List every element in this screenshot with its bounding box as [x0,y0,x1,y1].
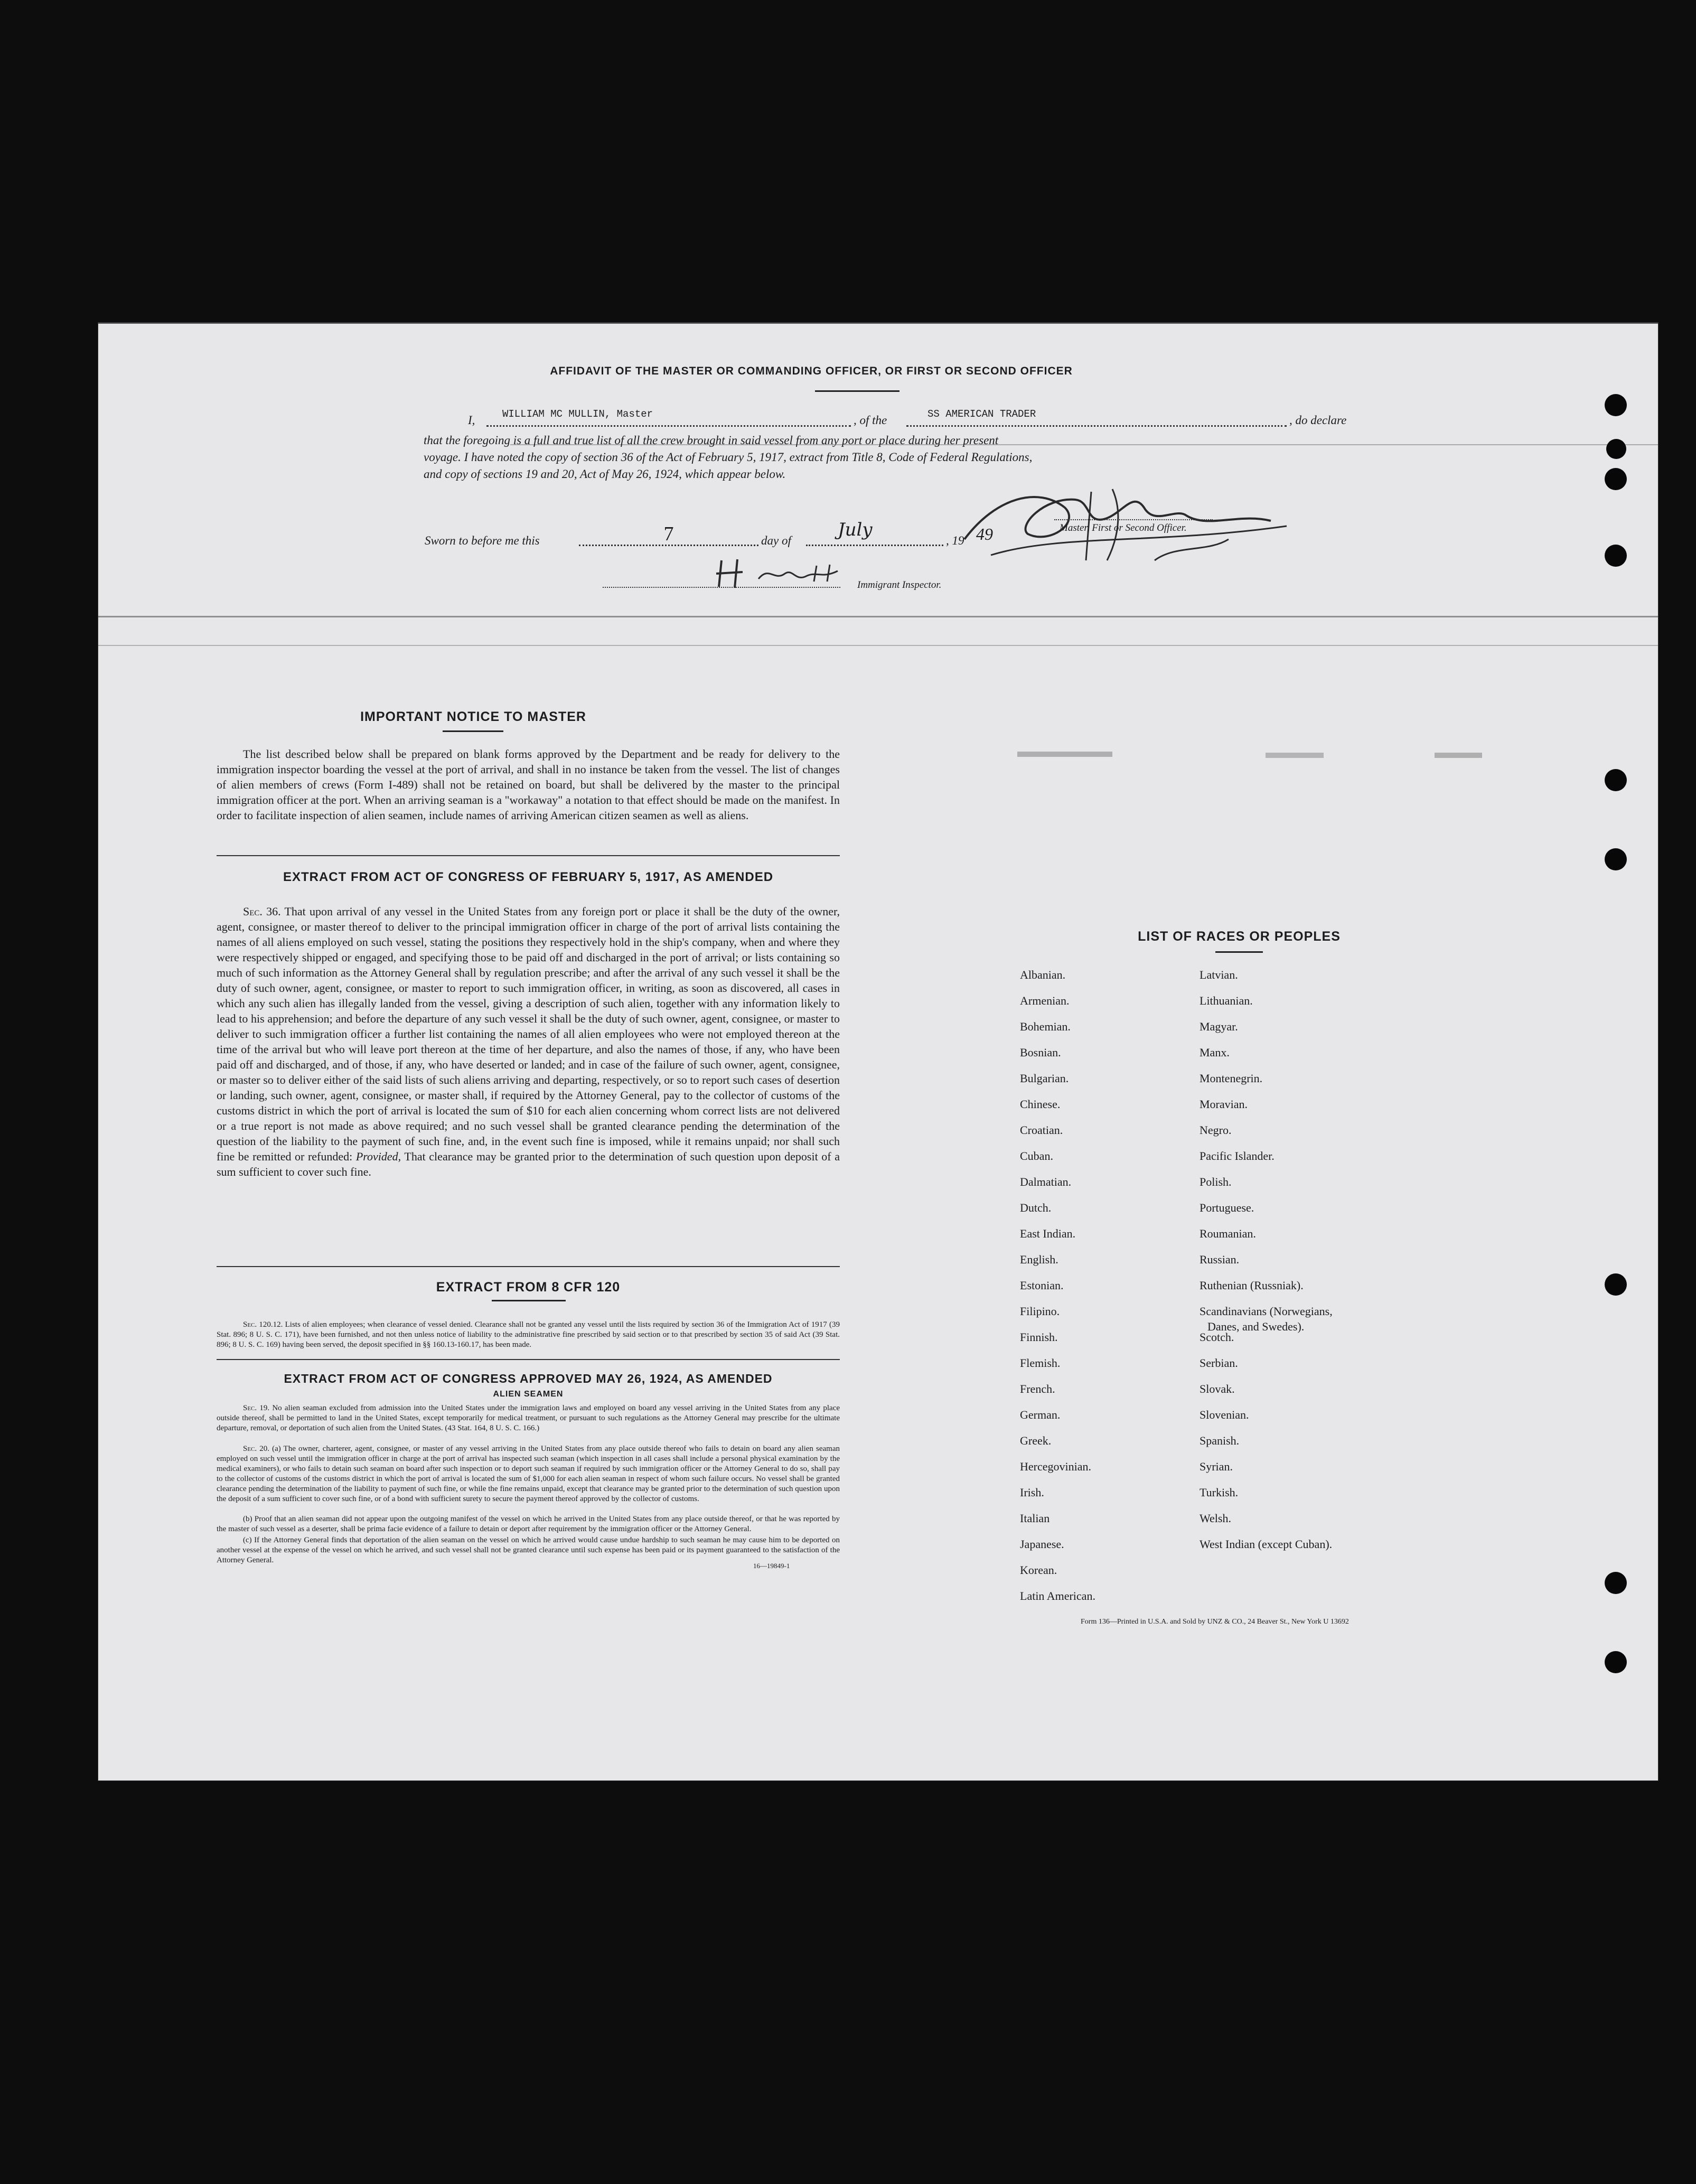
year-suffix: 49 [976,524,993,543]
race-item-right: Danes, and Swedes). [1207,1320,1305,1333]
cfr-bottom-rule [217,1359,840,1360]
race-item-right: Slovak. [1200,1382,1235,1395]
punch-hole [1605,1273,1627,1296]
sworn-day-value: 7 [663,523,674,545]
race-item-left: French. [1020,1382,1055,1395]
race-item-right: Ruthenian (Russniak). [1200,1279,1304,1292]
race-item-left: Chinese. [1020,1098,1061,1111]
printer-imprint: Form 136—Printed in U.S.A. and Sold by UNZ & CO., 24 Beaver St., New York U 13692 [1081,1618,1349,1626]
proviso-text: That clearance may be granted prior to the determination of such question upon deposit of a sum sufficient to cover such fine. [217,1150,840,1178]
cfr-underline [492,1300,566,1301]
year-prefix: , 19 [946,534,964,547]
affidavit-line-4: and copy of sections 19 and 20, Act of May 26, 1924, which appear below. [424,467,786,481]
race-item-left: Armenian. [1020,994,1070,1007]
master-name-value: WILLIAM MC MULLIN, Master [502,408,653,420]
affidavit-line-2: that the foregoing is a full and true list of all the crew brought in said vessel from any port or place during her present [424,434,999,447]
master-caption: Master, First or Second Officer. [1060,522,1187,533]
sec-36-text: That upon arrival of any vessel in the United States from any foreign port or place it shall be the duty of the owner, agent, consignee, or master thereof to deliver to the principal immigration officer in charge of the port of arrival lists containing the names of all aliens employed on such vessel, stating the positions they respectively hold in the ship's company, when and where they were respectively shipped or engaged, and specifying those to be paid off and discharged in the port of arrival; or lists containing so much of such information as the Attorney General shall by regulation prescribe; and after the arrival of any such vessel it shall be the duty of such owner, agent, consignee, or master to report to such immigration officer, in writing, as soon as discovered, all cases in which any such alien has illegally landed from the vessel, giving a description of such alien, together with any information likely to lead to his apprehension; and before the departure of any such vessel it shall be the duty of such owner, agent, consignee, or master to deliver to such immigration officer a further list containing the names of all alien employees who were not employed thereon at the time of the arrival but who will leave port thereon at the time of her departure, and also the names of those, if any, who have been paid off and discharged, and of those, if any, who have deserted or landed; and in case of the failure of such owner, agent, consignee, or master so to deliver either of the said lists of such aliens arriving and departing, respectively, or so to report such cases of desertion or landing, such owner, agent, consignee, or master shall, if required by the Attorney General, pay to the collector of customs of the customs district in which the port of arrival is located the sum of $10 for each alien concerning whom correct lists are not delivered or a true report is not made as above required; and no such vessel shall be granted clearance pending the determination of the question of the liability to the payment of such fine, and, in the event such fine is imposed, while it remains unpaid; nor shall such fine be remitted or refunded: [217,905,840,1163]
race-item-right: Scotch. [1200,1330,1234,1344]
race-item-right: Scandinavians (Norwegians, [1200,1305,1333,1318]
notice-underline [443,730,503,732]
race-item-right: Portuguese. [1200,1201,1254,1214]
race-item-left: Dalmatian. [1020,1175,1072,1188]
race-item-left: Croatian. [1020,1123,1063,1137]
race-item-right: Latvian. [1200,968,1238,981]
cfr-sec-text: Lists of alien employees; when clearance of vessel denied. Clearance shall not be granted any vessel until the lists required by section 36 of the Immigration Act of 1917 (39 Stat. 896; 8 U. S. C. 171), have been furnished, and not then unless notice of liability to the administrative fine prescribed by said section or to that prescribed by section 35 of said Act (39 Stat. 896; 8 U. S. C. 169) having been served, the deposit specified in §§ 160.13-160.17, has been made. [217,1320,840,1349]
sec-20c-paragraph: (c) If the Attorney General finds that deportation of the alien seaman on the vessel on which he arrived would cause undue hardship to such seaman he may cause him to be deported on another vessel at the expense of the vessel on which he arrived, and such vessel shall not be granted clearance until such expense has been paid or its payment guaranteed to the satisfaction of the Attorney General. [217,1536,840,1564]
sec-20a-text: (a) The owner, charterer, agent, consignee, or master of any vessel arriving in the United States from any place outside thereof who fails to detain on board any alien seaman employed on such vessel until the immigration officer in charge at the port of arrival has inspected such seaman (which inspection in all cases shall include a personal physical examination by the medical examiners), or who fails to detain such seaman on board after such inspection or to deport such seaman if required by such immigration officer or the Attorney General to do so, shall pay to the collector of customs of the customs district in which the port of arrival is located the sum of $1,000 for each alien seaman in respect of whom such failure occurs. No vessel shall be granted clearance pending the determination of the liability to payment of such fine, or while the fine remains unpaid, except that clearance may be granted prior to the determination of such question upon the deposit of a sum sufficient to cover such fine, or of a bond with sufficient surety to secure the payment thereof approved by the collector of customs. [217,1445,840,1503]
punch-hole [1605,769,1627,791]
do-declare-label: , do declare [1289,414,1347,427]
document-page [98,322,1658,1781]
sec-19-label: Sec. 19. [243,1404,270,1412]
cfr-body [217,1320,840,1350]
race-item-left: Finnish. [1020,1330,1058,1344]
race-item-right: Slovenian. [1200,1408,1249,1421]
punch-hole [1605,545,1627,567]
race-item-right: Turkish. [1200,1486,1239,1499]
sec-20-label: Sec. 20. [243,1445,269,1453]
notice-heading: IMPORTANT NOTICE TO MASTER [360,709,586,724]
affidavit-title: AFFIDAVIT OF THE MASTER OR COMMANDING OFFICER, OR FIRST OR SECOND OFFICER [550,365,1073,377]
race-item-left: Cuban. [1020,1149,1053,1163]
smudge-mark [1266,753,1324,758]
extract-1917-body [217,904,840,1179]
race-item-right: Syrian. [1200,1460,1233,1473]
title-underline [815,390,899,392]
race-item-left: Hercegovinian. [1020,1460,1091,1473]
sworn-month-value: July [838,519,873,540]
races-underline [1215,951,1263,953]
inspector-signature-line [603,587,840,588]
race-item-left: Italian [1020,1512,1050,1525]
sec-19-text: No alien seaman excluded from admission into the United States under the immigration laws and employed on board any vessel arriving in the United States from any place outside thereof, shall be permitted to land in the United States, except temporarily for medical treatment, or pursuant to such regulations as the Attorney General may prescribe for the ultimate departure, removal, or deportation of such alien from the United States. (43 Stat. 164, 8 U. S. C. 166.) [217,1404,840,1432]
race-item-right: Lithuanian. [1200,994,1253,1007]
inspector-caption: Immigrant Inspector. [857,579,942,590]
extract-1924-heading: EXTRACT FROM ACT OF CONGRESS APPROVED MAY 26, 1924, AS AMENDED [284,1372,773,1385]
sworn-month-field [806,519,943,546]
race-item-right: Negro. [1200,1123,1232,1137]
races-heading: LIST OF RACES OR PEOPLES [1138,929,1341,944]
proviso-word: Provided, [355,1150,401,1163]
vessel-name-value: SS AMERICAN TRADER [927,408,1036,420]
punch-hole [1605,394,1627,416]
race-item-left: East Indian. [1020,1227,1076,1240]
race-item-left: Latin American. [1020,1589,1095,1602]
alien-seamen-subheading: ALIEN SEAMEN [493,1390,564,1399]
sec-36-label: Sec. 36. [243,905,281,918]
day-of-label: day of [761,534,791,547]
header-divider [98,616,1658,617]
extract-1917-bottom-rule [217,1266,840,1267]
form-number: 16—19849-1 [753,1562,790,1570]
vessel-name-field [906,408,1287,427]
sec-19-paragraph [217,1403,840,1433]
race-item-right: Spanish. [1200,1434,1240,1447]
race-item-right: Montenegrin. [1200,1072,1263,1085]
cfr-sec-label: Sec. 120.12. [243,1320,283,1329]
affidavit-i-label: I, [468,414,475,427]
punch-hole [1606,439,1626,459]
race-item-left: Dutch. [1020,1201,1052,1214]
race-item-left: Japanese. [1020,1538,1064,1551]
punch-hole [1605,468,1627,490]
master-signature-line [1054,519,1213,520]
race-item-right: Russian. [1200,1253,1240,1266]
race-item-right: Welsh. [1200,1512,1231,1525]
race-item-right: Polish. [1200,1175,1232,1188]
master-name-field [486,408,851,427]
race-item-right: Roumanian. [1200,1227,1256,1240]
race-item-left: Bohemian. [1020,1020,1071,1033]
affidavit-line-3: voyage. I have noted the copy of section 36 of the Act of February 5, 1917, extract from Title 8, Code of Federal Regulations, [424,451,1033,464]
race-item-left: Estonian. [1020,1279,1064,1292]
punch-hole [1605,1651,1627,1673]
race-item-left: Albanian. [1020,968,1066,981]
notice-bottom-rule [217,855,840,856]
race-item-left: Irish. [1020,1486,1044,1499]
extract-1917-heading: EXTRACT FROM ACT OF CONGRESS OF FEBRUARY 5, 1917, AS AMENDED [283,870,774,884]
sec-20a-paragraph [217,1444,840,1504]
race-item-left: English. [1020,1253,1058,1266]
race-item-left: Bosnian. [1020,1046,1061,1059]
race-item-left: German. [1020,1408,1061,1421]
race-item-left: Filipino. [1020,1305,1060,1318]
top-border-line [98,323,1658,324]
notice-body: The list described below shall be prepared on blank forms approved by the Department and be ready for delivery to the immigration inspector boarding the vessel at the port of arrival, and shall in no instance be taken from the vessel. The list of changes of alien members of crews (Form I-489) shall not be retained on board, but shall be delivered by the master to the principal immigration officer at the port. When an arriving seaman is a "workaway" a notation to that effect should be made on the manifest. In order to facilitate inspection of alien seamen, include names of arriving American citizen seamen as well as aliens. [217,747,840,822]
smudge-mark [1017,752,1112,757]
cfr-heading: EXTRACT FROM 8 CFR 120 [436,1280,621,1295]
punch-hole [1605,1572,1627,1594]
race-item-right: Magyar. [1200,1020,1238,1033]
race-item-left: Bulgarian. [1020,1072,1069,1085]
race-item-right: West Indian (except Cuban). [1200,1538,1333,1551]
punch-hole [1605,848,1627,870]
sworn-day-field [579,522,758,546]
race-item-left: Flemish. [1020,1356,1061,1370]
race-item-right: Manx. [1200,1046,1230,1059]
of-the-label: , of the [854,414,887,427]
race-item-left: Greek. [1020,1434,1052,1447]
race-item-right: Serbian. [1200,1356,1238,1370]
sworn-label: Sworn to before me this [425,534,540,547]
race-item-right: Moravian. [1200,1098,1248,1111]
header-divider-secondary [98,645,1658,646]
smudge-mark [1435,753,1482,758]
race-item-right: Pacific Islander. [1200,1149,1275,1163]
race-item-left: Korean. [1020,1563,1057,1577]
sec-20b-paragraph: (b) Proof that an alien seaman did not appear upon the outgoing manifest of the vessel on which he arrived in the United States from any place outside thereof, or that he was reported by the master of such vessel as a deserter, shall be prima facie evidence of a failure to detain or deport after requirement by the immigration officer or the Attorney General. [217,1515,840,1533]
